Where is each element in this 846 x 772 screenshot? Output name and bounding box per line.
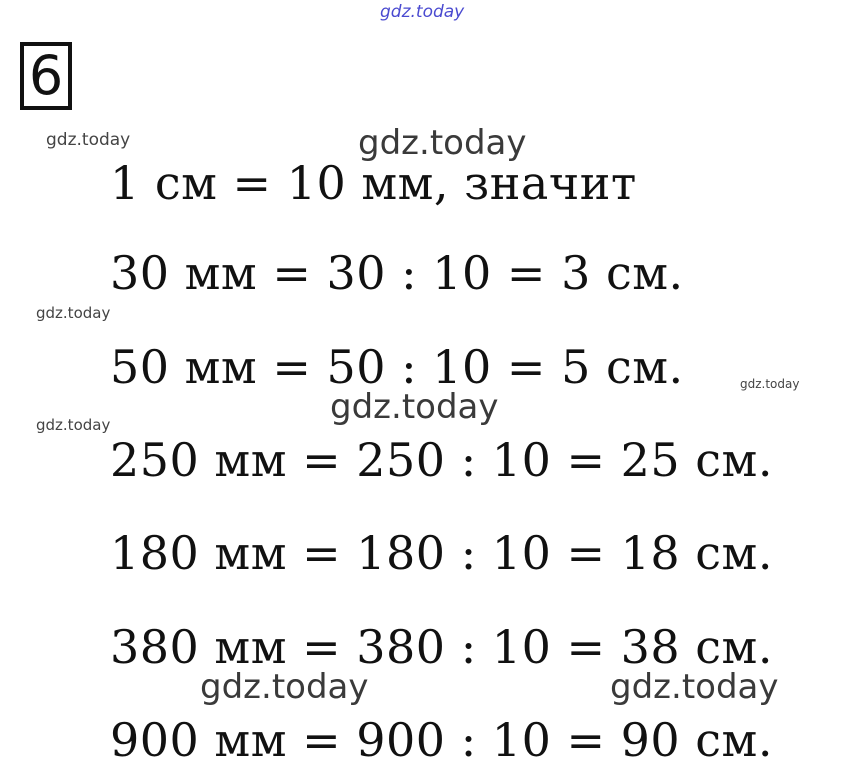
watermark: gdz.today: [200, 667, 369, 707]
solution-line: 250 мм = 250 : 10 = 25 см.: [110, 433, 773, 487]
solution-line: 900 мм = 900 : 10 = 90 см.: [110, 713, 773, 767]
solution-line: 50 мм = 50 : 10 = 5 см.: [110, 340, 684, 394]
watermark: gdz.today: [358, 123, 527, 163]
task-number-box: [20, 42, 72, 110]
watermark: gdz.today: [36, 304, 111, 322]
solution-line: 380 мм = 380 : 10 = 38 см.: [110, 620, 773, 674]
watermark: gdz.today: [610, 667, 779, 707]
watermark: gdz.today: [46, 130, 131, 150]
watermark-top: gdz.today: [380, 2, 465, 22]
solution-line: 180 мм = 180 : 10 = 18 см.: [110, 526, 773, 580]
solution-line-intro: 1 см = 10 мм, значит: [110, 156, 637, 210]
watermark: gdz.today: [36, 416, 111, 434]
watermark: gdz.today: [740, 377, 800, 391]
solution-line: 30 мм = 30 : 10 = 3 см.: [110, 246, 684, 300]
watermark: gdz.today: [330, 387, 499, 427]
task-number: 6: [28, 44, 64, 107]
